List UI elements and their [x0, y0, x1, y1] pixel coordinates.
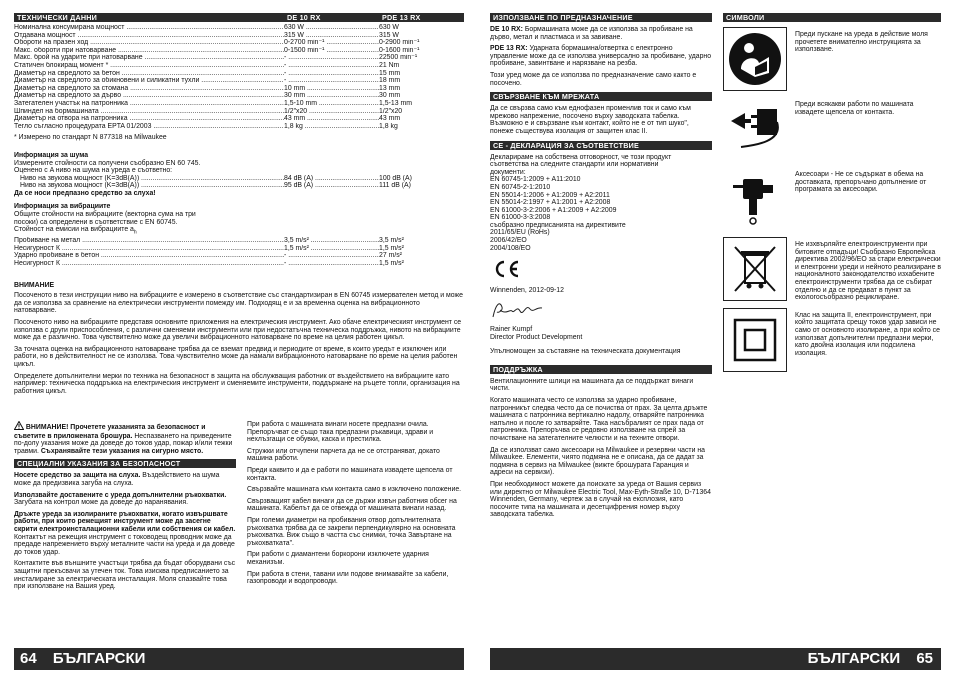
spec-label: Ниво на звукова мощност (K=3dB(A)) ..... — [20, 175, 284, 183]
spec-row — [20, 175, 464, 183]
left-footer — [14, 648, 464, 670]
col-de10: DE 10 RX — [287, 13, 321, 22]
paragraph: Използвайте доставените с уреда допълнителни ръкохватки. Загубата на контрол може да доведе до наранявания. — [14, 491, 227, 507]
spec-row — [14, 108, 464, 116]
spec-row — [14, 62, 464, 70]
paragraph: Посоченото ниво на вибрациите представя основните приложения на електрическия инструмент. Ако обаче електрическият инструмент се използва с други приспособления, с различни сменяеми инструменти или при недостатъчна техническа поддръжка, нивото на вибрациите може да е различно. Това чувствително може да увеличи вибрационното натоварване по време на целия работен цикъл. — [14, 318, 462, 342]
noise-line: Оценено с A ниво на шума на уреда е съответно: — [14, 167, 173, 175]
paragraph: При работа в стени, тавани или подове внимавайте за кабели, газопроводи и водопроводи. — [247, 570, 449, 586]
value-pde13: 43 mm — [379, 115, 401, 123]
value-pde13: 315 W — [379, 31, 399, 39]
spec-label: Тегло съгласно процедурата EPTA 01/2003 ..... — [14, 123, 284, 131]
symbol-weee — [723, 237, 941, 302]
paragraph: Посоченото в тези инструкции ниво на вибрациите е измерено в съответствие със стандартизиран в EN 60745 измервателен метод и може да се използва за сравнение на електрически инструменти помежду им. Подходящ е и за временна оценка на вибрационното натоварване. — [14, 292, 463, 315]
paragraph: Контактите във външните участъци трябва да бъдат оборудвани със защитни прекъсвачи за утечен ток. Това изисква предписанието за инсталиране за електрическата инсталация. Моля спазвайте това при използване на Вашия уред. — [14, 560, 236, 591]
spec-row — [14, 85, 464, 93]
value-pde13: 0-1600 min⁻¹ — [379, 46, 420, 54]
warning-triangle-icon — [14, 421, 24, 433]
value-de10: 10 mm ..... — [284, 85, 379, 93]
value-de10: 3,5 m/s² ..... — [284, 237, 379, 245]
spec-row — [14, 260, 464, 268]
symbol-accessory — [723, 167, 941, 231]
spec-label: Несигурност К ..... — [14, 245, 284, 253]
paragraph: При работа с машината винаги носете предпазни очила. Препоръчват се също така предпазни ръкавици, здрави и нехлъзгащи се обувки, каска и престилка. — [247, 421, 434, 444]
ce-line: 2011/65/EU (RoHs) — [490, 229, 550, 237]
paragraph: Когато машината често се използва за ударно пробиване, патронникът следва често да се почиства от прах. За целта дръжте машината с патронника вертикално надолу, отваряйте патронника напълно и после го затваряйте. Така насъбралият се прах пада от патронника. Препоръчва се редовно използване на спрей за почистване на затегателните челюсти и на техните отвори. — [490, 397, 708, 442]
spec-label: Диаметър на свредлото за стомана ..... — [14, 85, 284, 93]
spec-note: * Измерено по стандарт N 877318 на Milwaukee — [14, 134, 167, 142]
intended-use-text — [490, 26, 712, 87]
spec-label: Диаметър на свредлото за обикновени и силикатни тухли ..... — [14, 77, 284, 85]
symbol-text: Преди пускане на уреда в действие моля прочетете внимателно инструкцията за използване. — [795, 31, 928, 54]
paragraph: Определете допълнителни мерки по техника на безопасност в защита на обслужващия работник от въздействието на вибрациите като например: техническа поддръжка на електрическия инструмент и сменяемите инструменти, поддържане на ръцете топли, организация на работния цикъл. — [14, 372, 460, 395]
spec-label: Статичен блокиращ момент * ..... — [14, 62, 284, 70]
signature-image — [490, 299, 712, 324]
special-safety-header: СПЕЦИАЛНИ УКАЗАНИЯ ЗА БЕЗОПАСНОСТ — [14, 459, 236, 468]
spec-label: Несигурност К ..... — [14, 260, 284, 268]
tech-data-title: ТЕХНИЧЕСКИ ДАННИ — [17, 13, 97, 22]
paragraph: Стружки или отчупени парчета да не се отстраняват, докато машина работи. — [247, 447, 440, 463]
spec-row — [14, 123, 464, 131]
attention-title: ВНИМАНИЕ — [14, 281, 55, 289]
spec-label: Диаметър на свредлото за дърво ..... — [14, 92, 284, 100]
spec-label: Отдавана мощност ..... — [14, 32, 284, 40]
col-pde13: PDE 13 RX — [382, 13, 421, 22]
symbol-text: Клас на защита II, електроинструмент, при който защитата срещу токов удар зависи не само от основното изолиране, а при който се използват допълнителни предпазни мерки, като двойна изолация или подсилена изолация. — [795, 311, 940, 357]
paragraph: DE 10 RX: Бормашината може да се използва за пробиване на дърво, метал и пластмаса и за завиване. — [490, 26, 693, 41]
crossed-bin-icon — [723, 237, 787, 301]
value-pde13: 111 dB (A) — [379, 182, 411, 190]
value-de10: - ..... — [284, 260, 379, 268]
paragraph: PDE 13 RX: Ударната бормашина/отвертка с електронно управление може да се използва универсално за пробиване, ударно пробиване, завинтване и нарязване на резба. — [490, 45, 712, 68]
attention-text — [14, 292, 464, 395]
page-number-left: 64 — [20, 650, 37, 667]
vibration-line: посоки) са определени в съответствие с EN 60745. — [14, 218, 178, 226]
symbol-text: Аксесоари - Не се съдържат в обема на доставката, препоръчано допълнение от програмата за аксесоари. — [795, 171, 927, 194]
ce-line: съобразно предписанията на директивите — [490, 221, 626, 229]
vibration-title: Информация за вибрациите — [14, 203, 111, 211]
value-de10: 630 W ..... — [284, 24, 379, 32]
ce-declaration — [490, 154, 712, 253]
ce-line: Декларираме на собствена отговорност, че този продукт — [490, 153, 672, 161]
signer-title: Director Product Development — [490, 333, 583, 341]
value-pde13: 1,8 kg — [379, 122, 398, 130]
unplug-icon — [723, 97, 787, 161]
maintenance-text — [490, 378, 712, 519]
symbols-header: СИМВОЛИ — [723, 13, 941, 22]
double-square-icon — [723, 308, 787, 372]
spec-label: Затегателен участък на патронника ..... — [14, 100, 284, 108]
tech-data-header — [14, 13, 464, 22]
spec-label: Диаметър на отвора на патронника ..... — [14, 115, 284, 123]
spec-row — [20, 182, 464, 190]
authorized-person: Упълномощен за съставяне на техническата документация — [490, 348, 681, 356]
vibration-line: Общите стойности на вибрациите (векторна сума на три — [14, 211, 196, 219]
value-pde13: 18 mm — [379, 77, 401, 85]
value-pde13: 15 mm — [379, 69, 401, 77]
page-number-right: 65 — [916, 650, 933, 667]
symbol-unplug — [723, 97, 941, 161]
spec-row — [14, 237, 464, 245]
vibration-table — [14, 237, 464, 267]
ce-line: EN 55014-1:2006 + A1:2009 + A2:2011 — [490, 191, 610, 199]
noise-line: Измерените стойности са получени съобразно EN 60 745. — [14, 159, 201, 167]
spec-row — [14, 24, 464, 32]
ce-line: EN 60745-1:2009 + A11:2010 — [490, 176, 581, 184]
place-date: Winnenden, 2012-09-12 — [490, 286, 564, 294]
spec-label: Ударно пробиване в бетон ..... — [14, 252, 284, 260]
ce-line: EN 61000-3-2:2006 + A1:2009 + A2:2009 — [490, 206, 617, 214]
ce-line: 2004/108/EO — [490, 244, 531, 252]
right-footer — [490, 648, 941, 670]
paragraph: Свързвайте машината към контакта само в изключено положение. — [247, 486, 462, 494]
value-pde13: 27 m/s² — [379, 252, 402, 260]
value-de10: 95 dB (A) ..... — [284, 182, 379, 190]
warning-bold: ВНИМАНИЕ! Прочетете указанията за безопасност и съветите в приложената брошура. — [14, 424, 206, 440]
paragraph: При големи диаметри на пробивания отвор допълнителната ръкохватка трябва да се закрепи перпендикулярно на основната ръкохватка. Виж също в частта със снимки, точка Завъртане на ръкохватката". — [247, 516, 456, 547]
value-de10: 0-2700 min⁻¹ ..... — [284, 39, 379, 47]
paragraph: Дръжте уреда за изолираните ръкохватки, когато извършвате работи, при които режещият инструмент може да засегне скрити електроинсталационни кабели или собствения си кабел. Контактът на режещия инструмент с тоководещ проводник може да предаде напрежението върху металните части на уреда и да доведе до токов удар. — [14, 510, 236, 556]
right-page — [477, 0, 954, 677]
spec-label: Ниво на звукова мощност (K=3dB(A)) ..... — [20, 182, 284, 190]
mains-text: Да се свързва само към еднофазен променлив ток и само към мрежово напрежение, посочено върху заводската табелка. Възможно е и свързване към контакт, който не е от тип шуко", понеже съществува изолация от защитен клас II. — [490, 105, 691, 135]
spec-row — [14, 92, 464, 100]
value-de10: 1,8 kg ..... — [284, 123, 379, 131]
noise-table — [14, 175, 464, 190]
noise-warning: Да се носи предпазно средство за слуха! — [14, 189, 156, 197]
spec-label: Макс. обороти при натоварване ..... — [14, 47, 284, 55]
value-de10: - ..... — [284, 62, 379, 70]
language-label-right: БЪЛГАРСКИ — [807, 650, 901, 667]
tech-data-block — [14, 13, 464, 399]
spec-row — [14, 39, 464, 47]
value-de10: 0-1500 min⁻¹ ..... — [284, 47, 379, 55]
ce-line: EN 61000-3-3:2008 — [490, 214, 551, 222]
ce-mark-icon — [492, 259, 712, 282]
ce-line: документи: — [490, 168, 526, 176]
spec-row — [14, 252, 464, 260]
value-pde13: 0-2900 min⁻¹ — [379, 39, 420, 47]
value-pde13: 30 mm — [379, 92, 401, 100]
accessory-icon — [723, 167, 787, 231]
paragraph: Този уред може да се използва по предназначение само както е посочено. — [490, 71, 697, 87]
spec-row — [14, 70, 464, 78]
symbols-col — [723, 13, 941, 378]
noise-title: Информация за шума — [14, 151, 89, 159]
value-pde13: 1,5-13 mm — [379, 99, 412, 107]
signer-name: Rainer Kumpf — [490, 326, 533, 334]
spec-label: Пробиване на метал ..... — [14, 237, 284, 245]
symbol-class-ii — [723, 308, 941, 372]
spec-row — [14, 77, 464, 85]
ce-line: съответства на следните стандарти или нормативни — [490, 161, 659, 169]
spec-row — [14, 245, 464, 253]
value-pde13: 22500 min⁻¹ — [379, 54, 418, 62]
value-pde13: 21 Nm — [379, 61, 400, 69]
spec-label: Диаметър на свредлото за бетон ..... — [14, 70, 284, 78]
special-safety-text — [14, 472, 236, 590]
spec-table — [14, 24, 464, 130]
symbol-read-manual — [723, 27, 941, 91]
spec-label: Номинална консумирана мощност ..... — [14, 24, 284, 32]
value-pde13: 1/2"x20 — [379, 107, 403, 115]
vibration-line: Стойност на емисии на вибрациите $a_h$ — [14, 226, 137, 236]
value-de10: - ..... — [284, 252, 379, 260]
intended-use-header: ИЗПОЛЗВАНЕ ПО ПРЕДНАЗНАЧЕНИЕ — [490, 13, 712, 22]
value-de10: - ..... — [284, 54, 379, 62]
paragraph: Да се използват само аксесоари на Milwaukee и резервни части на Milwaukee. Елементи, чиято подмяна не е описана, да се дадат за подмяна в сервиз на Milwaukee (вижте брошурата Гаранция и адреси на сервизи). — [490, 446, 705, 477]
read-manual-icon — [723, 27, 787, 91]
ce-header: СЕ - ДЕКЛАРАЦИЯ ЗА СЪОТВЕТСТВИЕ — [490, 141, 712, 150]
value-de10: 84 dB (A) ..... — [284, 175, 379, 183]
value-de10: - ..... — [284, 70, 379, 78]
value-pde13: 100 dB (A) — [379, 174, 412, 182]
language-label-left: БЪЛГАРСКИ — [52, 650, 146, 667]
ce-line: EN 60745-2-1:2010 — [490, 183, 551, 191]
value-de10: 43 mm ..... — [284, 115, 379, 123]
paragraph: При работи с диамантени боркорони изключете ударния механизъм. — [247, 551, 429, 566]
paragraph: За точната оценка на вибрационното натоварване трябва да се вземат предвид и периодите от време, в които уредът е изключен или работи, но в действителност не се използва. Това чувствително може да намали вибрационното натоварване по време на целия работен цикъл. — [14, 345, 458, 368]
paragraph: Свързващият кабел винаги да се държи извън работния обсег на машината. Кабелът да се отвежда от машината винаги назад. — [247, 497, 457, 513]
symbol-text: Преди всякакви работи по машината извадете щепсела от контакта. — [795, 101, 914, 116]
mains-header: СВЪРЗВАНЕ КЪМ МРЕЖАТА — [490, 92, 712, 101]
value-de10: 315 W ..... — [284, 32, 379, 40]
spec-label: Обороти на празен ход ..... — [14, 39, 284, 47]
spec-row — [14, 100, 464, 108]
symbol-text: Не изхвърляйте електроинструменти при битовите отпадъци! Съобразно Европейска директива 2002/96/ЕО за стари електрически и електронни уреди и нейното реализиране в националното законодателство изхабените електроинструменти трябва да се събират отделно и да се предават в пункт за екологосъобразно рециклиране. — [795, 241, 941, 302]
safety-warning — [14, 421, 236, 455]
value-de10: - ..... — [284, 77, 379, 85]
spec-row — [14, 47, 464, 55]
spec-label: Шпиндел на бормашината ..... — [14, 108, 284, 116]
maintenance-header: ПОДДРЪЖКА — [490, 365, 712, 374]
warning-text: Неспазването на приведените по-долу указания може да доведе до токов удар, пожар и/или тежки травми. — [14, 432, 233, 455]
spec-label: Макс. брой на ударите при натоварване ..... — [14, 54, 284, 62]
paragraph: Вентилационните шлици на машината да се поддържат винаги чисти. — [490, 377, 694, 393]
value-de10: 1,5-10 mm ..... — [284, 100, 379, 108]
right-col-safety — [247, 421, 465, 590]
value-de10: 1,5 m/s² ..... — [284, 245, 379, 253]
ce-line: 2006/42/EO — [490, 237, 527, 245]
spec-row — [14, 32, 464, 40]
value-pde13: 630 W — [379, 24, 399, 31]
warning-keep: Съхранявайте тези указания на сигурно място. — [40, 447, 204, 455]
value-pde13: 1,5 m/s² — [379, 260, 404, 267]
ce-line: EN 55014-2:1997 + A1:2001 + A2:2008 — [490, 199, 611, 207]
spec-row — [14, 54, 464, 62]
paragraph: Преди каквито и да е работи по машината извадете щепсела от контакта. — [247, 466, 453, 482]
right-main-col — [490, 13, 712, 523]
paragraph: Носете средство за защита на слуха. Въздействието на шума може да предизвика загуба на слуха. — [14, 472, 220, 487]
value-de10: 30 mm ..... — [284, 92, 379, 100]
value-pde13: 13 mm — [379, 84, 401, 92]
left-col-safety — [14, 421, 236, 595]
value-de10: 1/2"x20 ..... — [284, 108, 379, 116]
value-pde13: 3,5 m/s² — [379, 237, 404, 245]
spec-row — [14, 115, 464, 123]
value-pde13: 1,5 m/s² — [379, 244, 404, 252]
paragraph: При необходимост можете да поискате за уреда от Вашия сервиз или директно от Milwaukee Electric Tool, Max-Eyth-Straße 10, D-71364 Winnenden, Germany, чертеж за в случай на експлозия, като посочите типа на машината и десетцифрения номер върху заводската табелка. — [490, 480, 711, 519]
